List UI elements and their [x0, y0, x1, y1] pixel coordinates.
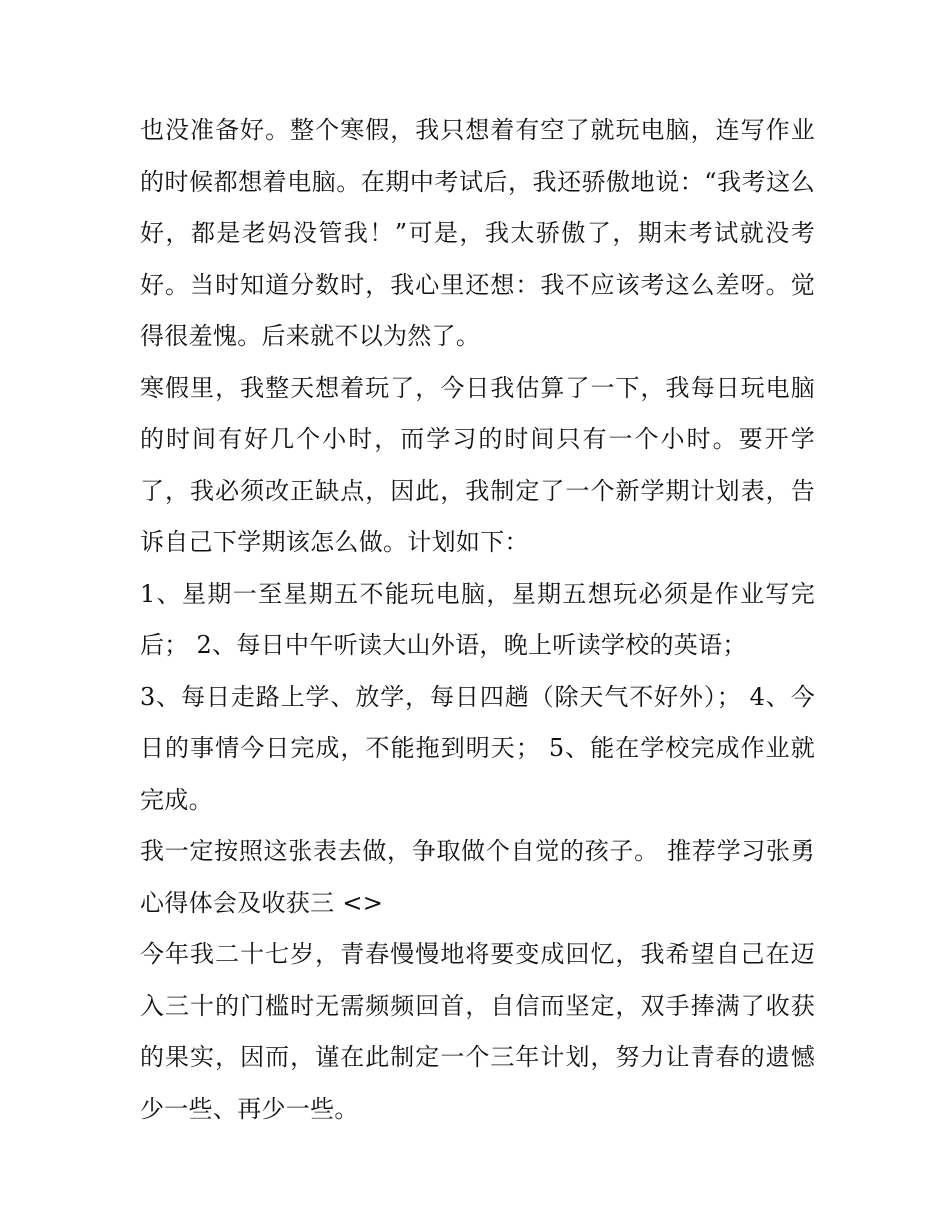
paragraph: 3、每日走路上学、放学，每日四趟（除天气不好外）； 4、今日的事情今日完成，不能拖到明天； 5、能在学校完成作业就完成。 [140, 682, 815, 814]
paragraph: 我一定按照这张表去做，争取做个自觉的孩子。 推荐学习张勇心得体会及收获三 <> [140, 837, 815, 917]
paragraph: 寒假里，我整天想着玩了，今日我估算了一下，我每日玩电脑的时间有好几个小时，而学习的时间只有一个小时。要开学了，我必须改正缺点，因此，我制定了一个新学期计划表，告诉自己下学期该怎么做。计划如下： [140, 373, 815, 556]
paragraph: 今年我二十七岁，青春慢慢地将要变成回忆，我希望自己在迈入三十的门槛时无需频频回首，自信而坚定，双手捧满了收获的果实，因而，谨在此制定一个三年计划，努力让青春的遗憾少一些、再少一些。 [140, 940, 815, 1123]
paragraph: 1、星期一至星期五不能玩电脑，星期五想玩必须是作业写完后； 2、每日中午听读大山外语，晚上听读学校的英语； [140, 579, 815, 659]
paragraph: 也没准备好。整个寒假，我只想着有空了就玩电脑，连写作业的时候都想着电脑。在期中考试后，我还骄傲地说：“我考这么好，都是老妈没管我！”可是，我太骄傲了，期末考试就没考好。当时知道分数时，我心里还想：我不应该考这么差呀。觉得很羞愧。后来就不以为然了。 [140, 116, 815, 350]
document-body [140, 105, 815, 1135]
